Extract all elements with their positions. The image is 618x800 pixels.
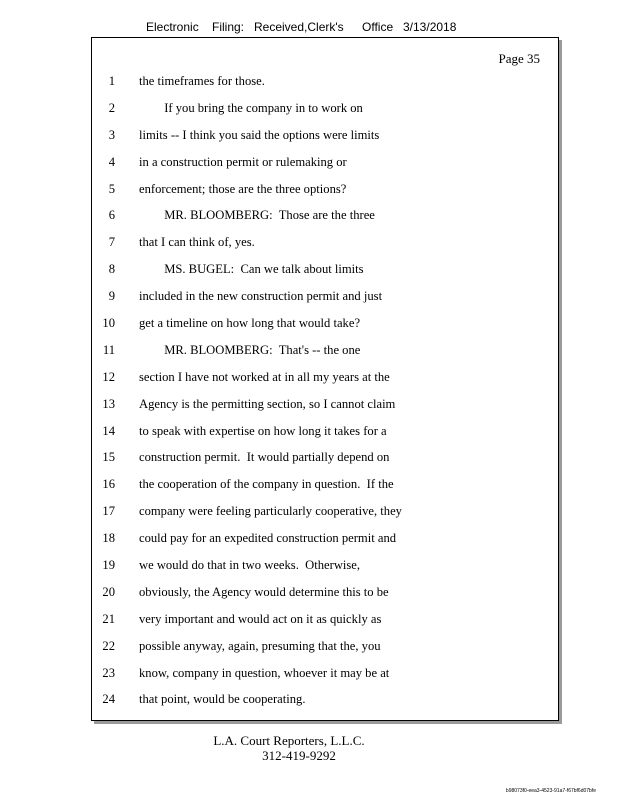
- line-text: could pay for an expedited construction permit and: [139, 531, 397, 546]
- line-number: 5: [108, 181, 115, 196]
- filing-date-text: 3/13/2018: [403, 20, 457, 34]
- line-text: MS. BUGEL: Can we talk about limits: [139, 262, 364, 277]
- line-number: 1: [108, 74, 115, 88]
- line-number: 7: [108, 235, 115, 250]
- line-number: 21: [102, 611, 115, 626]
- transcript-page-box: [91, 37, 559, 721]
- line-text: know, company in question, whoever it may be at: [139, 665, 390, 680]
- line-text: that point, would be cooperating.: [139, 692, 306, 707]
- transcript-line: [92, 582, 558, 609]
- line-text: company were feeling particularly cooperative, they: [139, 504, 402, 519]
- line-number: 2: [108, 100, 115, 115]
- filing-electronic-text: Electronic: [146, 20, 199, 34]
- transcript-line: [92, 205, 558, 232]
- footer-phone-text: 312-419-9292: [262, 748, 336, 763]
- filing-label-text: Filing:: [212, 20, 245, 34]
- transcript-line: [92, 609, 558, 636]
- transcript-line: [92, 179, 558, 206]
- line-text: construction permit. It would partially depend on: [139, 450, 390, 465]
- transcript-line: [92, 528, 558, 555]
- line-text: If you bring the company in to work on: [139, 100, 363, 115]
- transcript-line: [92, 259, 558, 286]
- line-number: 18: [102, 531, 115, 546]
- line-text: Agency is the permitting section, so I cannot claim: [139, 396, 396, 411]
- line-number: 22: [102, 638, 115, 653]
- transcript-line: [92, 340, 558, 367]
- line-text: section I have not worked at in all my years at the: [139, 369, 390, 384]
- line-text: get a timeline on how long that would take?: [139, 316, 361, 331]
- transcript-line: [92, 447, 558, 474]
- transcript-line: [92, 555, 558, 582]
- line-text: enforcement; those are the three options?: [139, 181, 347, 196]
- transcript-line: [92, 98, 558, 125]
- transcript-line: [92, 394, 558, 421]
- line-number: 24: [102, 692, 115, 707]
- filing-header: [0, 20, 618, 38]
- line-text: possible anyway, again, presuming that the, you: [139, 638, 381, 653]
- line-number: 17: [102, 504, 115, 519]
- line-number: 14: [102, 423, 115, 438]
- line-number: 20: [102, 584, 115, 599]
- line-number: 10: [102, 316, 115, 331]
- footer-company: [0, 733, 618, 749]
- line-text: to speak with expertise on how long it takes for a: [139, 423, 387, 438]
- transcript-line: [92, 125, 558, 152]
- transcript-line: [92, 71, 558, 98]
- transcript-line: [92, 501, 558, 528]
- line-number: 15: [102, 450, 115, 465]
- footer-company-text: L.A. Court Reporters, L.L.C.: [213, 733, 365, 748]
- line-text: MR. BLOOMBERG: That's -- the one: [139, 342, 361, 357]
- transcript-line: [92, 636, 558, 663]
- transcript-line: [92, 663, 558, 690]
- transcript-line: [92, 421, 558, 448]
- transcript-line: [92, 689, 558, 716]
- line-number: 9: [108, 289, 115, 304]
- filing-received-text: Received,Clerk's: [254, 20, 344, 34]
- line-number: 16: [102, 477, 115, 492]
- line-text: in a construction permit or rulemaking or: [139, 154, 347, 169]
- line-number: 12: [102, 369, 115, 384]
- footer-phone: [0, 748, 618, 764]
- line-text: limits -- I think you said the options were limits: [139, 127, 380, 142]
- line-number: 6: [108, 208, 115, 223]
- line-text: MR. BLOOMBERG: Those are the three: [139, 208, 375, 223]
- line-number: 11: [102, 342, 115, 357]
- document-id: b98073f0-eea3-4523-91a7-f67bf6d07bfe: [505, 788, 596, 794]
- line-number: 23: [102, 665, 115, 680]
- line-text: included in the new construction permit and just: [139, 289, 383, 304]
- line-number: 3: [108, 127, 115, 142]
- line-text: the cooperation of the company in question. If the: [139, 477, 394, 492]
- line-number: 4: [108, 154, 115, 169]
- line-number: 19: [102, 558, 115, 573]
- transcript-line: [92, 232, 558, 259]
- transcript-lines: [92, 71, 558, 716]
- transcript-line: [92, 286, 558, 313]
- line-number: 13: [102, 396, 115, 411]
- transcript-line: [92, 152, 558, 179]
- filing-office-text: Office: [362, 20, 394, 34]
- line-text: the timeframes for those.: [139, 74, 265, 88]
- line-text: we would do that in two weeks. Otherwise,: [139, 558, 361, 573]
- line-number: 8: [108, 262, 115, 277]
- line-text: that I can think of, yes.: [139, 235, 255, 250]
- line-text: obviously, the Agency would determine this to be: [139, 584, 389, 599]
- transcript-line: [92, 313, 558, 340]
- page-number: Page 35: [498, 51, 540, 66]
- line-text: very important and would act on it as quickly as: [139, 611, 382, 626]
- transcript-line: [92, 367, 558, 394]
- transcript-line: [92, 474, 558, 501]
